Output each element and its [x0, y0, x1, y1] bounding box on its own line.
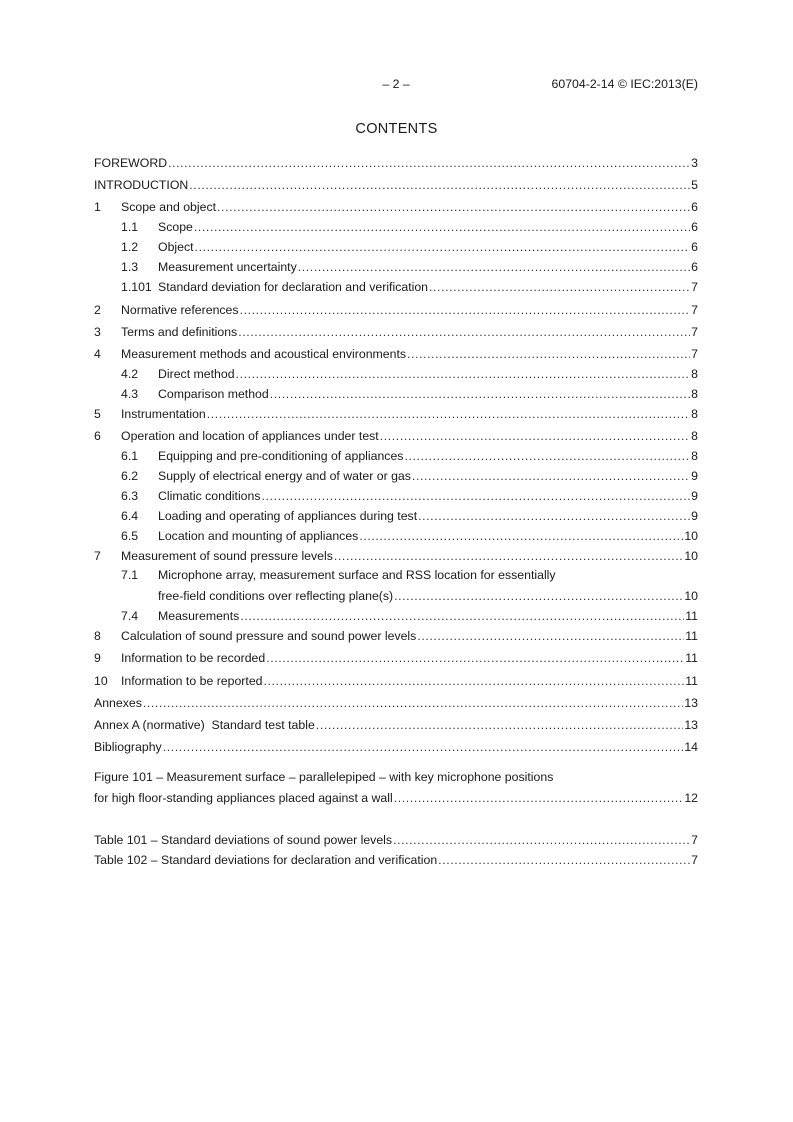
toc-entry-title: Instrumentation: [121, 406, 206, 421]
toc-entry-title: Measurement of sound pressure levels: [121, 549, 333, 564]
toc-entry-title-continued: free-field conditions over reflecting plane(s): [158, 589, 394, 604]
toc-entry-title: Measurement uncertainty: [158, 260, 297, 275]
toc-entry[interactable]: [94, 424, 698, 444]
toc-entry-number: 6.5: [121, 529, 139, 544]
toc-entry[interactable]: [94, 320, 698, 340]
toc-entry-page: 9: [691, 509, 698, 524]
toc-entry-page: 13: [684, 695, 698, 710]
toc-entry[interactable]: [94, 235, 698, 255]
toc-entry-page: 11: [685, 629, 698, 644]
toc-entry-number: 2: [94, 302, 101, 317]
toc-entry-page: 8: [691, 449, 698, 464]
toc-entry-number: 10: [94, 673, 108, 688]
toc-entry-page: 9: [691, 469, 698, 484]
toc-entry-page: 10: [684, 589, 698, 604]
toc-entry-page: 8: [691, 386, 698, 401]
toc-entry-page: 6: [691, 220, 698, 235]
toc-entry-page: 6: [691, 200, 698, 215]
toc-entry-page: 10: [684, 549, 698, 564]
toc-entry[interactable]: [94, 402, 698, 422]
toc-entry-page: 11: [685, 651, 698, 666]
table-entry[interactable]: [94, 828, 698, 848]
toc-entry-title: INTRODUCTION: [94, 178, 189, 193]
list-of-figures: [94, 768, 698, 806]
toc-entry-page: 5: [691, 178, 698, 193]
toc-entry-number: 7: [94, 549, 101, 564]
toc-entry[interactable]: [94, 255, 698, 275]
toc-entry-page: 6: [691, 240, 698, 255]
toc-entry-title: Measurement methods and acoustical environments: [121, 346, 407, 361]
toc-entry[interactable]: [94, 484, 698, 504]
figure-entry-page: 12: [684, 791, 698, 805]
toc-entry-number: 6.1: [121, 449, 139, 464]
toc-entry-title: Climatic conditions: [158, 489, 261, 504]
toc-entry-number: 4.3: [121, 386, 139, 401]
toc-entry[interactable]: [94, 298, 698, 318]
figure-entry-title-continued: for high floor-standing appliances placed against a wall: [94, 791, 393, 805]
toc-entry[interactable]: [94, 275, 698, 295]
toc-entry[interactable]: [94, 215, 698, 235]
toc-entry-title: Annexes: [94, 695, 142, 710]
figure-entry-title: Figure 101 – Measurement surface – parallelepiped – with key microphone positions: [94, 770, 554, 784]
toc-entry-page: 13: [684, 717, 698, 732]
toc-entry-title: Annex A (normative) Standard test table: [94, 717, 315, 732]
toc-entry-page: 7: [691, 324, 698, 339]
toc-entry-title: Scope: [158, 220, 193, 235]
toc-entry-number: 3: [94, 324, 101, 339]
toc-entry-page: 14: [684, 740, 698, 755]
toc-entry-page: 3: [691, 156, 698, 170]
page-number: – 2 –: [382, 77, 410, 91]
toc-entry-title: Loading and operating of appliances during test: [158, 509, 418, 524]
toc-entry[interactable]: [94, 173, 698, 193]
toc-entry-page: 11: [685, 609, 698, 624]
toc-entry[interactable]: [94, 624, 698, 644]
toc-entry-number: 7.4: [121, 609, 139, 624]
toc-entry[interactable]: [94, 464, 698, 484]
toc-entry[interactable]: [94, 382, 698, 402]
toc-entry-title: FOREWORD: [94, 156, 168, 170]
toc-entry-page: 11: [685, 673, 698, 688]
toc-entry-number: 4.2: [121, 366, 139, 381]
toc-entry-title: Direct method: [158, 366, 235, 381]
toc-entry-title: Equipping and pre-conditioning of appliances: [158, 449, 404, 464]
toc-entry-number: 6: [94, 429, 101, 444]
toc-entry-number: 8: [94, 629, 101, 644]
toc-entry[interactable]: [94, 604, 698, 624]
toc-entry-page: 7: [691, 346, 698, 361]
toc-entry-number: 6.3: [121, 489, 139, 504]
table-entry-page: 7: [691, 833, 698, 847]
toc-entry-title: Calculation of sound pressure and sound power levels: [121, 629, 417, 644]
toc-entry-number: 4: [94, 346, 101, 361]
toc-entry-title: Comparison method: [158, 386, 269, 401]
toc-entry-number: 1.101: [121, 280, 152, 295]
toc-entry-page: 8: [691, 406, 698, 421]
toc-entry[interactable]: [94, 669, 698, 689]
toc-entry-number: 5: [94, 406, 101, 421]
table-entry[interactable]: [94, 848, 698, 868]
toc-entry[interactable]: [94, 566, 698, 604]
table-entry-page: 7: [691, 853, 698, 867]
toc-entry-title: Bibliography: [94, 740, 162, 755]
toc-entry-title: Operation and location of appliances under test: [121, 429, 379, 444]
toc-entry-title: Measurements: [158, 609, 240, 624]
toc-entry-page: 8: [691, 429, 698, 444]
toc-entry-title: Microphone array, measurement surface and RSS location for essentially: [158, 568, 556, 583]
toc-entry-number: 1.1: [121, 220, 139, 235]
toc-entry-title: Normative references: [121, 302, 239, 317]
toc-entry-page: 10: [684, 529, 698, 544]
toc-entry-title: Location and mounting of appliances: [158, 529, 359, 544]
toc-entry[interactable]: [94, 524, 698, 544]
toc-entry-page: 9: [691, 489, 698, 504]
toc-entry-page: 6: [691, 260, 698, 275]
table-entry-title: Table 101 – Standard deviations of sound power levels: [94, 833, 393, 847]
contents-title: CONTENTS: [355, 121, 438, 137]
toc-entry-number: 9: [94, 651, 101, 666]
toc-entry-title: Supply of electrical energy and of water or gas: [158, 469, 411, 484]
toc-entry[interactable]: [94, 713, 698, 733]
toc-entry[interactable]: [94, 342, 698, 362]
toc-entry-number: 1.2: [121, 240, 139, 255]
toc-entry[interactable]: [94, 735, 698, 755]
toc-entry-title: Scope and object: [121, 200, 217, 215]
toc-entry-page: 7: [691, 280, 698, 295]
toc-entry-title: Object: [158, 240, 194, 255]
toc-entry-page: 8: [691, 366, 698, 381]
toc-entry-title: Information to be reported: [121, 673, 263, 688]
document-reference: 60704-2-14 © IEC:2013(E): [551, 77, 698, 91]
toc-entry-number: 6.4: [121, 509, 139, 524]
figure-entry[interactable]: [94, 768, 698, 806]
list-of-tables: [94, 828, 698, 868]
toc-entry[interactable]: [94, 151, 698, 171]
toc-entry-title: Standard deviation for declaration and verification: [158, 280, 429, 295]
toc-entry-title: Terms and definitions: [121, 324, 238, 339]
toc-entry[interactable]: [94, 504, 698, 524]
toc-entry-number: 6.2: [121, 469, 139, 484]
toc-entry-title: Information to be recorded: [121, 651, 266, 666]
toc-entry[interactable]: [94, 444, 698, 464]
toc-entry[interactable]: [94, 691, 698, 711]
toc-entry[interactable]: [94, 195, 698, 215]
toc-entry[interactable]: [94, 544, 698, 564]
toc-entry-number: 7.1: [121, 568, 139, 583]
toc-entry[interactable]: [94, 362, 698, 382]
table-of-contents: [94, 151, 698, 755]
toc-entry-page: 7: [691, 302, 698, 317]
toc-entry-number: 1: [94, 200, 101, 215]
toc-entry[interactable]: [94, 646, 698, 666]
table-entry-title: Table 102 – Standard deviations for declaration and verification: [94, 853, 438, 867]
toc-entry-number: 1.3: [121, 260, 139, 275]
